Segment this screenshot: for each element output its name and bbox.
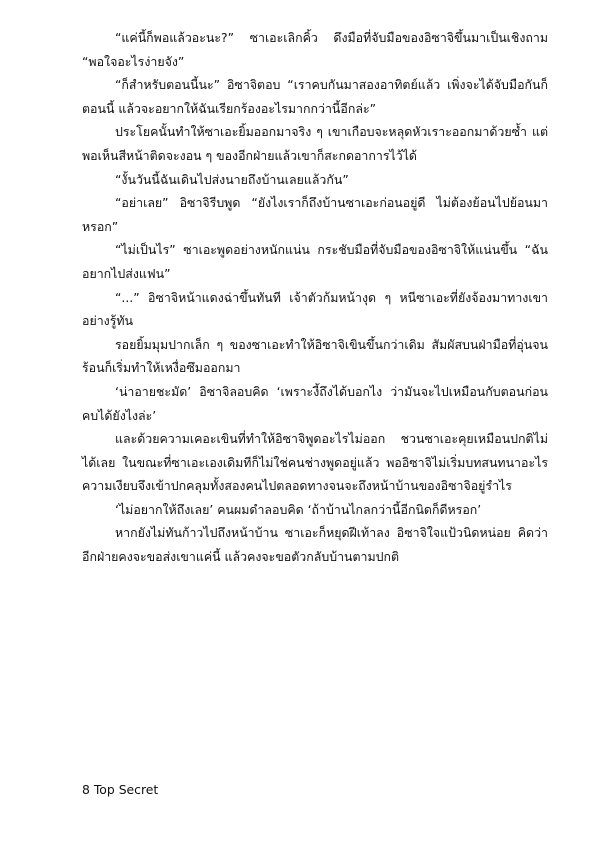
paragraph-10: และด้วยความเคอะเขินที่ทำให้อิซาจิพูดอะไรไม่ออก ชวนซาเอะคุยเหมือนปกติไม่ได้เลย ในขณะที่ซาเอะเองเดิมทีก็ไม่ใช่คนช่างพูดอยู่แล้ว พออิซาจิไม่เริ่มบทสนทนาอะไร ความเงียบจึงเข้าปกคลุมทั้งสองคนไปตลอดทางจนจะถึงหน้าบ้านของอิซาจิอยู่รำไร — [82, 431, 548, 494]
paragraph-5: “อย่าเลย” อิซาจิรีบพูด “ยังไงเราก็ถึงบ้านซาเอะก่อนอยู่ดี ไม่ต้องย้อนไปย้อนมาหรอก” — [82, 195, 548, 234]
paragraph-12: หากยังไม่ทันก้าวไปถึงหน้าบ้าน ซาเอะก็หยุดฝีเท้าลง อิซาจิใจแป้วนิดหน่อย คิดว่าอีกฝ่ายคงจะขอส่งเขาแค่นี้ แล้วคงจะขอตัวกลับบ้านตามปกติ — [82, 525, 548, 565]
paragraph-2: “ก็สำหรับตอนนี้นะ” อิซาจิตอบ “เราคบกันมาสองอาทิตย์แล้ว เพิ่งจะได้จับมือกันก็ตอนนี้ แล้วจะอยากให้ฉันเรียกร้องอะไรมากกว่านี้อีกล่ะ” — [82, 77, 548, 116]
running-title: Top Secret — [93, 782, 159, 797]
paragraph-3: ประโยคนั้นทำให้ซาเอะยิ้มออกมาจริง ๆ เขาเกือบจะหลุดหัวเราะออกมาด้วยซ้ำ แต่พอเห็นสีหน้าติดจะงอน ๆ ของอีกฝ่ายแล้วเขาก็สะกดอาการไว้ได้ — [82, 124, 548, 163]
paragraph-11: ‘ไม่อยากให้ถึงเลย’ คนผมดำลอบคิด ‘ถ้าบ้านไกลกว่านี้อีกนิดก็ดีหรอก’ — [115, 501, 482, 517]
paragraph-6: “ไม่เป็นไร” ซาเอะพูดอย่างหนักแน่น กระชับมือที่จับมือของอิซาจิให้แน่นขึ้น “ฉันอยากไปส่งแฟน” — [82, 242, 548, 281]
page-number: 8 — [82, 782, 90, 797]
paragraph-7: “...” อิซาจิหน้าแดงฉ่าขึ้นทันที เจ้าตัวก้มหน้างุด ๆ หนีซาเอะที่ยังจ้องมาทางเขาอย่างรู้ทัน — [82, 289, 548, 329]
page-footer — [82, 781, 158, 799]
paragraph-9: ‘น่าอายชะมัด’ อิซาจิลอบคิด ‘เพราะงี้ถึงได้บอกไง ว่ามันจะไปเหมือนกับตอนก่อนคบได้ยังไงล่ะ’ — [82, 383, 548, 423]
paragraph-1: “แค่นี้ก็พอแล้วอะนะ?” ซาเอะเลิกคิ้ว ดึงมือที่จับมือของอิซาจิขึ้นมาเป็นเชิงถาม “พอใจอะไรง่ายจัง” — [82, 30, 548, 69]
paragraph-4: “งั้นวันนี้ฉันเดินไปส่งนายถึงบ้านเลยแล้วกัน” — [115, 171, 349, 187]
paragraph-8: รอยยิ้มมุมปากเล็ก ๆ ของซาเอะทำให้อิซาจิเขินขึ้นกว่าเดิม สัมผัสบนฝ่ามือที่อุ่นจนร้อนก็เริ่มทำให้เหงื่อซึมออกมา — [82, 336, 548, 376]
page-body-text — [82, 26, 548, 569]
